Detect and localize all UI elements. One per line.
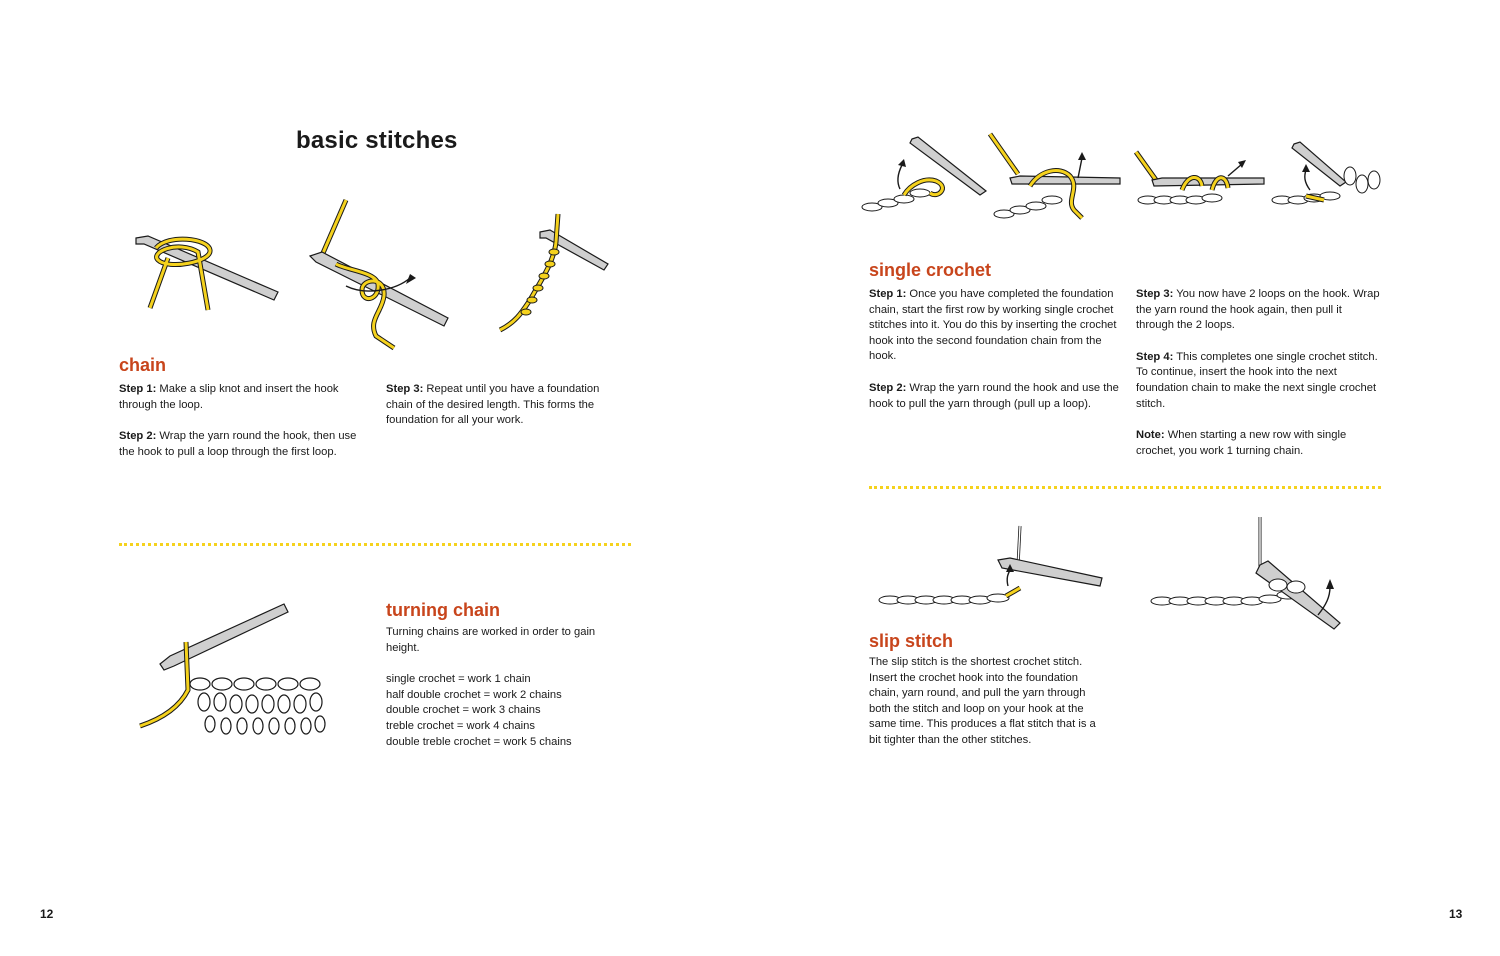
slip-stitch-step2-illustration — [1150, 515, 1345, 635]
single-crochet-step-2: Step 2: Wrap the yarn round the hook and use the hook to pull the yarn through (pull up a loop). — [869, 381, 1119, 410]
single-crochet-step4-illustration — [1270, 140, 1400, 210]
turning-chain-body — [386, 625, 626, 750]
chain-step2-illustration — [306, 200, 456, 355]
chain-step-3: Step 3: Repeat until you have a foundation chain of the desired length. This forms the foundation for all your work. — [386, 383, 600, 427]
single-crochet-heading: single crochet — [869, 260, 992, 280]
section-divider — [869, 486, 1381, 489]
page-number-right: 13 — [1449, 907, 1463, 921]
chain-step-1: Step 1: Make a slip knot and insert the hook through the loop. — [119, 383, 339, 411]
single-crochet-step3-illustration — [1132, 150, 1267, 210]
single-crochet-note: Note: When starting a new row with single crochet, you work 1 turning chain. — [1136, 429, 1347, 457]
single-crochet-step-4: Step 4: This completes one single crochet stitch. To continue, insert the hook into the next foundation chain to make the next single crochet stitch. — [1136, 350, 1378, 410]
list-item: half double crochet = work 2 chains — [386, 688, 562, 701]
slip-stitch-heading: slip stitch — [869, 631, 954, 651]
single-crochet-step-1: Step 1: Once you have completed the foundation chain, start the first row by working single crochet stitches into it. You do this by inserting the crochet hook into the second foundation chain from the hook. — [869, 288, 1117, 363]
section-divider — [119, 543, 631, 546]
single-crochet-step-3: Step 3: You now have 2 loops on the hook. Wrap the yarn round the hook again, then pull it through the 2 loops. — [1136, 288, 1380, 332]
chain-steps-left — [119, 382, 369, 476]
chain-steps-right — [386, 382, 611, 445]
list-item: double crochet = work 3 chains — [386, 704, 541, 717]
slip-stitch-body: The slip stitch is the shortest crochet stitch. Insert the crochet hook into the foundation chain, yarn round, and pull the yarn through both the stitch and loop on your hook at the same time. This produces a flat stitch that is a bit tighter than the other stitches. — [869, 656, 1096, 746]
list-item: double treble crochet = work 5 chains — [386, 735, 572, 748]
turning-chain-list — [386, 672, 626, 750]
page-title: basic stitches — [296, 127, 458, 154]
slip-stitch-step1-illustration — [876, 520, 1106, 610]
chain-heading: chain — [119, 355, 167, 375]
turning-chain-heading: turning chain — [386, 600, 500, 620]
turning-chain-intro: Turning chains are worked in order to gain height. — [386, 626, 596, 654]
single-crochet-steps-left — [869, 287, 1119, 428]
page-number-left: 12 — [40, 907, 54, 921]
chain-step3-illustration — [496, 212, 616, 337]
list-item: treble crochet = work 4 chains — [386, 719, 535, 732]
single-crochet-step1-illustration — [860, 135, 990, 220]
turning-chain-illustration — [138, 600, 328, 745]
list-item: single crochet = work 1 chain — [386, 673, 531, 686]
single-crochet-steps-right — [1136, 287, 1380, 475]
chain-step-2: Step 2: Wrap the yarn round the hook, then use the hook to pull a loop through the first loop. — [119, 430, 357, 458]
single-crochet-step2-illustration — [990, 130, 1125, 222]
chain-step1-illustration — [128, 230, 283, 315]
